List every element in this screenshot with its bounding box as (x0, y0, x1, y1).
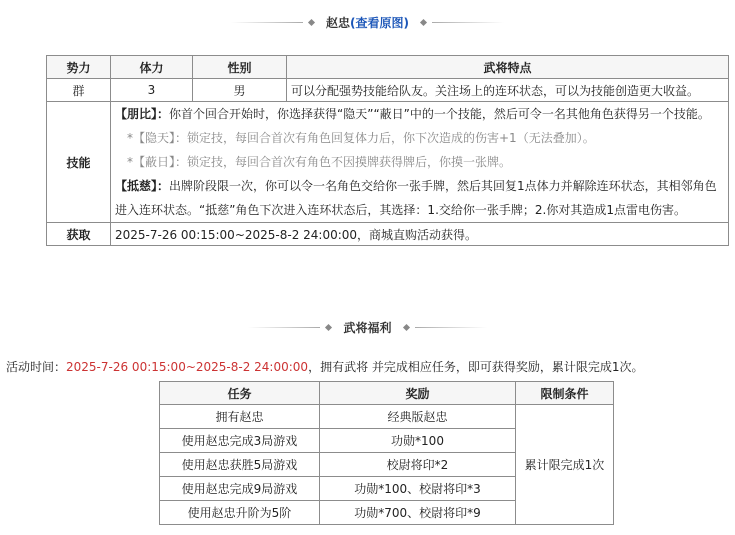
task-reward-table (159, 381, 614, 525)
hp-value: 3 (111, 79, 193, 102)
feature-value: 可以分配强势技能给队友。关注场上的连环状态，可以为技能创造更大收益。 (287, 79, 729, 102)
section-title-general (0, 14, 735, 31)
task-header-row (160, 382, 614, 405)
table-row (160, 405, 614, 429)
obtain-row (47, 223, 729, 246)
task-cell: 使用赵忠升阶为5阶 (160, 501, 320, 525)
gender-value: 男 (193, 79, 287, 102)
task-cell: 使用赵忠获胜5局游戏 (160, 453, 320, 477)
skills-label: 技能 (47, 102, 111, 223)
view-original-link[interactable]: (查看原图) (350, 16, 409, 30)
divider-left (231, 22, 303, 23)
divider-right (415, 327, 487, 328)
reward-cell: 经典版赵忠 (320, 405, 516, 429)
reward-cell: 功勋*100、校尉将印*3 (320, 477, 516, 501)
task-cell: 拥有赵忠 (160, 405, 320, 429)
skill-dici: 【抵慈】：出牌阶段限一次，你可以令一名角色交给你一张手牌，然后其回复1点体力并解除连环状态，其相邻角色进入连环状态。“抵慈”角色下次进入连环状态后，其选择：1.交给你一张手牌；2.你对其造成1点雷电伤害。 (115, 179, 717, 217)
skill-biri: *【蔽日】：锁定技，每回合首次有角色不因摸牌获得牌后，你摸一张牌。 (127, 155, 512, 169)
header-limit: 限制条件 (516, 382, 614, 405)
info-data-row (47, 79, 729, 102)
reward-cell: 校尉将印*2 (320, 453, 516, 477)
header-hp: 体力 (111, 56, 193, 79)
diamond-icon (420, 19, 427, 26)
skill-pengbi: 【朋比】：你首个回合开始时，你选择获得“隐天”“蔽日”中的一个技能，然后可令一名其他角色获得另一个技能。 (115, 107, 710, 121)
general-name-title: 赵忠(查看原图) (326, 16, 409, 30)
activity-time-line: 活动时间：2025-7-26 00:15:00~2025-8-2 24:00:00，拥有武将 并完成相应任务，即可获得奖励，累计限完成1次。 (6, 360, 644, 374)
header-gender: 性别 (193, 56, 287, 79)
obtain-label: 获取 (47, 223, 111, 246)
faction-value: 群 (47, 79, 111, 102)
limit-cell: 累计限完成1次 (516, 405, 614, 525)
divider-right (432, 22, 504, 23)
skills-content (111, 102, 729, 223)
header-task: 任务 (160, 382, 320, 405)
diamond-icon (325, 324, 332, 331)
activity-time-range: 2025-7-26 00:15:00~2025-8-2 24:00:00 (66, 360, 309, 374)
header-feature: 武将特点 (287, 56, 729, 79)
info-header-row (47, 56, 729, 79)
task-cell: 使用赵忠完成9局游戏 (160, 477, 320, 501)
reward-cell: 功勋*700、校尉将印*9 (320, 501, 516, 525)
general-info-table (46, 55, 729, 246)
diamond-icon (308, 19, 315, 26)
benefits-title: 武将福利 (343, 321, 392, 335)
header-faction: 势力 (47, 56, 111, 79)
divider-left (248, 327, 320, 328)
reward-cell: 功勋*100 (320, 429, 516, 453)
task-cell: 使用赵忠完成3局游戏 (160, 429, 320, 453)
header-reward: 奖励 (320, 382, 516, 405)
obtain-value: 2025-7-26 00:15:00~2025-8-2 24:00:00，商城直购活动获得。 (111, 223, 729, 246)
diamond-icon (402, 324, 409, 331)
section-title-benefits (0, 319, 735, 336)
skills-row (47, 102, 729, 223)
skill-yintian: *【隐天】：锁定技，每回合首次有角色回复体力后，你下次造成的伤害+1（无法叠加）。 (127, 131, 595, 145)
